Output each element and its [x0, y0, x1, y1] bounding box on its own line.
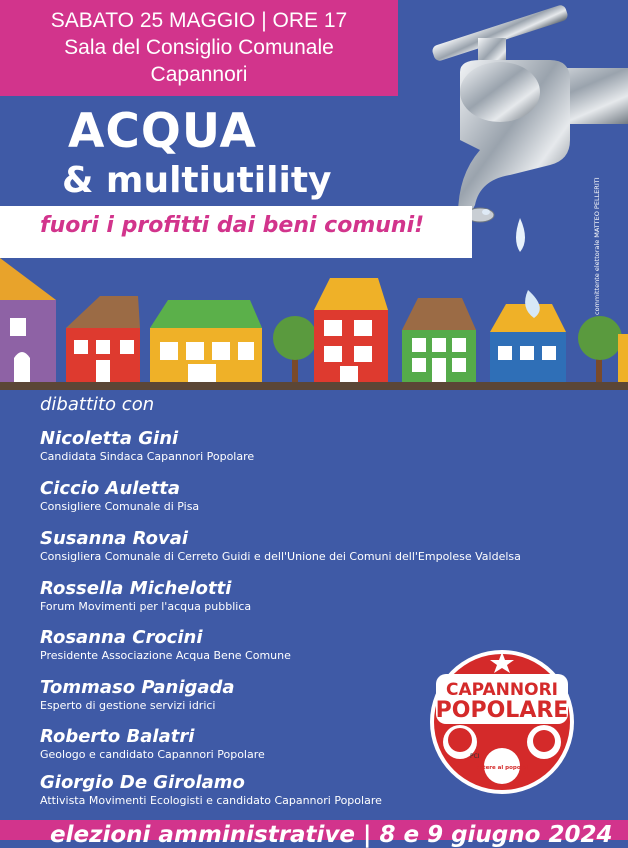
pci-label: PCI: [470, 753, 480, 760]
speaker-role: Consigliera Comunale di Cerreto Guidi e dell'Unione dei Comuni dell'Empolese Valdelsa: [40, 550, 521, 563]
speaker-entry: [40, 528, 521, 563]
speaker-entry: [40, 677, 235, 712]
capannori-popolare-logo: [428, 648, 576, 796]
main-title-secondary: & multiutility: [62, 160, 332, 201]
speaker-name: Tommaso Panigada: [40, 677, 235, 698]
speaker-name: Rossella Michelotti: [40, 578, 232, 599]
logo-line2: POPOLARE: [435, 698, 569, 723]
speaker-name: Nicoletta Gini: [40, 428, 179, 449]
speaker-role: Consigliere Comunale di Pisa: [40, 500, 200, 513]
pci-emblem-icon: [448, 728, 472, 752]
potere-al-popolo-label: potere al popolo!: [475, 765, 529, 771]
main-title: ACQUA: [68, 104, 257, 159]
speaker-entry: [40, 428, 254, 463]
speaker-role: Geologo e candidato Capannori Popolare: [40, 748, 265, 761]
speaker-entry: [40, 478, 199, 513]
debate-intro: dibattito con: [40, 394, 155, 415]
speaker-name: Susanna Rovai: [40, 528, 189, 549]
speaker-role: Presidente Associazione Acqua Bene Comune: [40, 649, 291, 662]
speaker-name: Roberto Balatri: [40, 726, 195, 747]
speaker-role: Esperto di gestione servizi idrici: [40, 699, 216, 712]
houses-illustration: [0, 250, 628, 392]
footer-text: elezioni amministrative | 8 e 9 giugno 2024: [50, 822, 613, 848]
event-town: Capannori: [150, 63, 248, 86]
electoral-credit: committente elettorale MATTEO PELLERITI: [593, 177, 601, 315]
logo-line1: CAPANNORI: [445, 680, 559, 700]
event-date: SABATO 25 MAGGIO | ORE 17: [50, 9, 348, 32]
speaker-entry: [40, 772, 382, 807]
speaker-name: Rosanna Crocini: [40, 627, 203, 648]
speaker-role: Forum Movimenti per l'acqua pubblica: [40, 600, 252, 613]
speaker-name: Ciccio Auletta: [40, 478, 181, 499]
speaker-role: Attivista Movimenti Ecologisti e candidato Capannori Popolare: [40, 794, 382, 807]
subtitle: fuori i profitti dai beni comuni!: [40, 213, 425, 238]
speaker-entry: [40, 627, 291, 662]
speaker-entry: [40, 726, 265, 761]
speaker-entry: [40, 578, 251, 613]
event-banner: [0, 0, 398, 96]
event-venue: Sala del Consiglio Comunale: [64, 36, 334, 59]
speaker-role: Candidata Sindaca Capannori Popolare: [40, 450, 255, 463]
rifondazione-emblem-icon: [533, 730, 555, 752]
speaker-name: Giorgio De Girolamo: [40, 772, 245, 793]
